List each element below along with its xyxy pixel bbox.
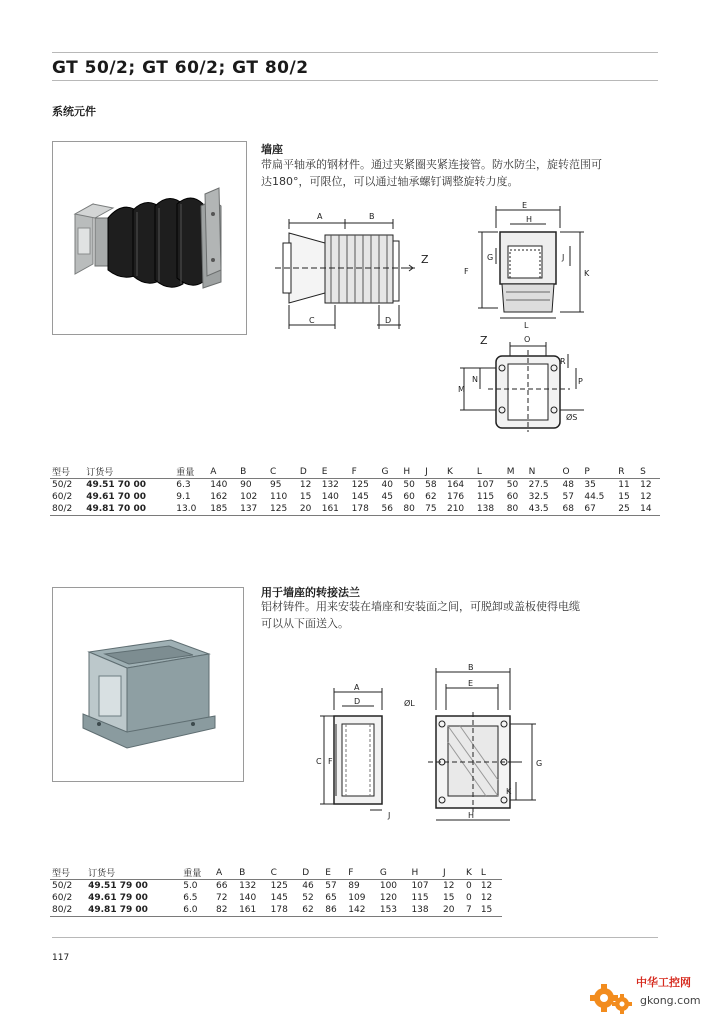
dim-label-m: M — [458, 385, 465, 394]
footer-rule — [52, 937, 658, 938]
table-cell: 125 — [270, 881, 288, 891]
dim-label-k: K — [584, 269, 590, 278]
table-cell: 20 — [299, 504, 312, 514]
table-cell: 44.5 — [584, 492, 605, 502]
dim-label-c: C — [316, 757, 322, 766]
table-cell: 32.5 — [528, 492, 549, 502]
table-cell: 178 — [270, 905, 288, 915]
dim-label-g: G — [487, 253, 494, 262]
table-cell: 178 — [351, 504, 369, 514]
table-cell: 115 — [411, 893, 429, 903]
product1-spec-table — [50, 465, 660, 516]
table-cell: 161 — [239, 905, 257, 915]
table-cell: 9.1 — [176, 492, 191, 502]
table-cell: 80 — [506, 504, 519, 514]
column-header: G — [379, 867, 387, 878]
table-cell: 210 — [446, 504, 465, 514]
column-header: L — [476, 466, 482, 477]
gear-icon — [590, 984, 632, 1014]
dim-label-j: J — [562, 253, 565, 262]
table-cell: 161 — [321, 504, 339, 514]
table-cell: 14 — [640, 504, 652, 514]
table-cell: 15 — [443, 893, 455, 903]
table-cell: 20 — [443, 905, 455, 915]
column-header: J — [443, 867, 446, 878]
table-cell: 58 — [425, 480, 437, 490]
table-cell: 125 — [270, 504, 288, 514]
table-cell: 60/2 — [52, 893, 73, 903]
table-cell: 162 — [210, 492, 228, 502]
column-header: B — [240, 466, 247, 477]
table-cell: 140 — [321, 492, 339, 502]
page-title: GT 50/2; GT 60/2; GT 80/2 — [52, 58, 309, 78]
table-cell: 100 — [379, 881, 398, 891]
dim-label-f: F — [464, 267, 469, 276]
table-cell: 140 — [210, 480, 228, 490]
column-header: B — [239, 867, 246, 878]
table-cell: 72 — [216, 893, 228, 903]
table-header-row — [50, 866, 502, 880]
table-cell: 164 — [446, 480, 465, 490]
column-header: 订货号 — [88, 869, 116, 879]
table-cell: 0 — [466, 893, 472, 903]
column-header: C — [270, 466, 277, 477]
table-cell: 49.81 79 00 — [88, 905, 148, 915]
table-cell: 46 — [302, 881, 314, 891]
table-cell: 185 — [210, 504, 228, 514]
dim-label-n: N — [472, 375, 478, 384]
table-cell: 43.5 — [528, 504, 549, 514]
product2-desc-line: 可以从下面送入。 — [261, 617, 349, 630]
column-header: 订货号 — [86, 468, 114, 478]
column-header: H — [411, 867, 419, 878]
table-row — [50, 904, 502, 917]
table-row — [50, 479, 660, 492]
table-cell: 7 — [466, 905, 472, 915]
table-cell: 115 — [476, 492, 495, 502]
product2-description — [261, 598, 621, 632]
dim-label-f: F — [328, 757, 333, 766]
table-cell: 67 — [584, 504, 596, 514]
table-cell: 80/2 — [52, 905, 73, 915]
table-cell: 60 — [506, 492, 519, 502]
column-header: F — [348, 867, 354, 878]
table-cell: 107 — [476, 480, 495, 490]
dim-label-j: J — [388, 811, 391, 820]
watermark-url: gkong.com — [640, 994, 701, 1007]
product1-description — [261, 156, 621, 190]
table-row — [50, 503, 660, 516]
table-row — [50, 892, 502, 904]
table-cell: 60/2 — [52, 492, 73, 502]
table-cell: 52 — [302, 893, 314, 903]
table-cell: 57 — [325, 881, 337, 891]
table-cell: 153 — [379, 905, 398, 915]
table-cell: 35 — [584, 480, 596, 490]
table-cell: 57 — [562, 492, 574, 502]
table-cell: 132 — [321, 480, 339, 490]
column-header: N — [528, 466, 536, 477]
dim-label-h: H — [526, 215, 533, 224]
table-cell: 15 — [618, 492, 630, 502]
dim-label-d: D — [354, 697, 361, 706]
dim-label-s: ØS — [566, 413, 578, 422]
table-cell: 50/2 — [52, 881, 73, 891]
table-cell: 48 — [562, 480, 574, 490]
dim-label-l: L — [524, 321, 529, 330]
dim-label-z: Z — [421, 253, 429, 266]
table-cell: 49.81 70 00 — [86, 504, 146, 514]
table-cell: 50 — [403, 480, 415, 490]
watermark-brand: 中华工控网 — [636, 976, 691, 989]
dim-label-b: B — [369, 212, 375, 221]
dim-label-h: H — [468, 811, 475, 820]
table-cell: 95 — [270, 480, 282, 490]
table-cell: 6.5 — [183, 893, 198, 903]
table-cell: 145 — [270, 893, 288, 903]
table-cell: 40 — [381, 480, 393, 490]
section-label: 系统元件 — [52, 105, 96, 118]
table-cell: 11 — [618, 480, 630, 490]
table-cell: 140 — [239, 893, 257, 903]
column-header: P — [584, 466, 590, 477]
table-row — [50, 491, 660, 503]
table-cell: 13.0 — [176, 504, 197, 514]
dim-label-c: C — [309, 316, 315, 325]
dim-label-e: E — [522, 201, 528, 210]
table-cell: 125 — [351, 480, 369, 490]
column-header: H — [403, 466, 411, 477]
table-cell: 49.61 70 00 — [86, 492, 146, 502]
table-cell: 5.0 — [183, 881, 198, 891]
table-cell: 6.3 — [176, 480, 191, 490]
column-header: A — [216, 867, 223, 878]
column-header: 型号 — [52, 869, 71, 879]
column-header: O — [562, 466, 570, 477]
product2-desc-line: 铝材铸件。用来安装在墙座和安装面之间，可脱卸或盖板使得电缆 — [261, 600, 580, 613]
table-cell: 107 — [411, 881, 429, 891]
dim-label-b: B — [468, 663, 474, 672]
dim-label-a: A — [317, 212, 323, 221]
table-cell: 66 — [216, 881, 228, 891]
column-header: 重量 — [176, 468, 195, 478]
page-number: 117 — [52, 953, 70, 963]
table-cell: 176 — [446, 492, 465, 502]
table-cell: 27.5 — [528, 480, 549, 490]
table-cell: 120 — [379, 893, 398, 903]
table-cell: 138 — [476, 504, 495, 514]
table-cell: 15 — [480, 905, 493, 915]
table-cell: 109 — [348, 893, 366, 903]
column-header: F — [351, 466, 357, 477]
column-header: D — [302, 867, 310, 878]
column-header: E — [325, 867, 331, 878]
wall-mount-side-drawing — [265, 205, 445, 335]
wall-mount-photo — [52, 141, 247, 335]
table-cell: 50 — [506, 480, 519, 490]
table-cell: 56 — [381, 504, 393, 514]
table-cell: 60 — [403, 492, 415, 502]
table-cell: 12 — [640, 492, 652, 502]
top-rule — [52, 52, 658, 53]
dim-label-e: E — [468, 679, 474, 688]
dim-label-a: A — [354, 683, 360, 692]
product1-title: 墙座 — [261, 143, 283, 156]
wall-mount-front-drawing — [460, 200, 600, 330]
table-cell: 49.61 79 00 — [88, 893, 148, 903]
dim-label-l: ØL — [404, 699, 415, 708]
product2-title: 用于墙座的转接法兰 — [261, 586, 360, 599]
flange-front-drawing — [400, 662, 560, 827]
watermark-logo — [588, 968, 716, 1018]
table-cell: 68 — [562, 504, 574, 514]
table-cell: 12 — [480, 893, 493, 903]
table-header-row — [50, 465, 660, 479]
table-cell: 62 — [302, 905, 314, 915]
table-cell: 142 — [348, 905, 366, 915]
column-header: M — [506, 466, 515, 477]
adapter-flange-photo — [52, 587, 244, 782]
table-cell: 45 — [381, 492, 393, 502]
column-header: G — [381, 466, 389, 477]
dim-label-r: R — [560, 357, 566, 366]
column-header: A — [210, 466, 217, 477]
table-cell: 12 — [299, 480, 312, 490]
column-header: K — [446, 466, 453, 477]
column-header: 型号 — [52, 468, 71, 478]
table-cell: 138 — [411, 905, 429, 915]
column-header: 重量 — [183, 869, 202, 879]
table-cell: 89 — [348, 881, 360, 891]
table-cell: 65 — [325, 893, 337, 903]
column-header: E — [321, 466, 328, 477]
dim-label-g: G — [536, 759, 543, 768]
table-cell: 15 — [299, 492, 312, 502]
table-cell: 80 — [403, 504, 415, 514]
table-cell: 110 — [270, 492, 288, 502]
table-cell: 75 — [425, 504, 437, 514]
column-header: R — [618, 466, 625, 477]
table-cell: 145 — [351, 492, 369, 502]
product1-desc-line: 达180°，可限位，可以通过轴承螺钉调整旋转力度。 — [261, 175, 519, 188]
dim-label-p: P — [578, 377, 583, 386]
table-cell: 49.51 79 00 — [88, 881, 148, 891]
dim-label-z2: Z — [480, 334, 488, 347]
table-cell: 102 — [240, 492, 258, 502]
table-row — [50, 880, 502, 893]
dim-label-k: K — [506, 787, 512, 796]
flange-side-drawing — [316, 680, 410, 825]
wall-mount-bottom-drawing — [460, 328, 600, 438]
column-header: S — [640, 466, 646, 477]
column-header: K — [466, 867, 472, 878]
title-rule — [52, 80, 658, 81]
column-header: C — [270, 867, 277, 878]
table-cell: 62 — [425, 492, 437, 502]
table-cell: 80/2 — [52, 504, 73, 514]
table-cell: 12 — [640, 480, 652, 490]
column-header: L — [480, 867, 486, 878]
dim-label-d: D — [385, 316, 392, 325]
column-header: J — [425, 466, 428, 477]
table-cell: 0 — [466, 881, 472, 891]
table-cell: 82 — [216, 905, 228, 915]
table-cell: 6.0 — [183, 905, 198, 915]
table-cell: 12 — [443, 881, 455, 891]
table-cell: 137 — [240, 504, 258, 514]
table-cell: 86 — [325, 905, 337, 915]
product1-desc-line: 带扁平轴承的钢材件。通过夹紧圈夹紧连接管。防水防尘，旋转范围可 — [261, 158, 602, 171]
table-cell: 90 — [240, 480, 252, 490]
table-cell: 12 — [480, 881, 493, 891]
dim-label-o: O — [524, 335, 531, 344]
table-cell: 50/2 — [52, 480, 73, 490]
table-cell: 25 — [618, 504, 630, 514]
table-cell: 132 — [239, 881, 257, 891]
product2-spec-table — [50, 866, 502, 917]
table-cell: 49.51 70 00 — [86, 480, 146, 490]
column-header: D — [299, 466, 307, 477]
